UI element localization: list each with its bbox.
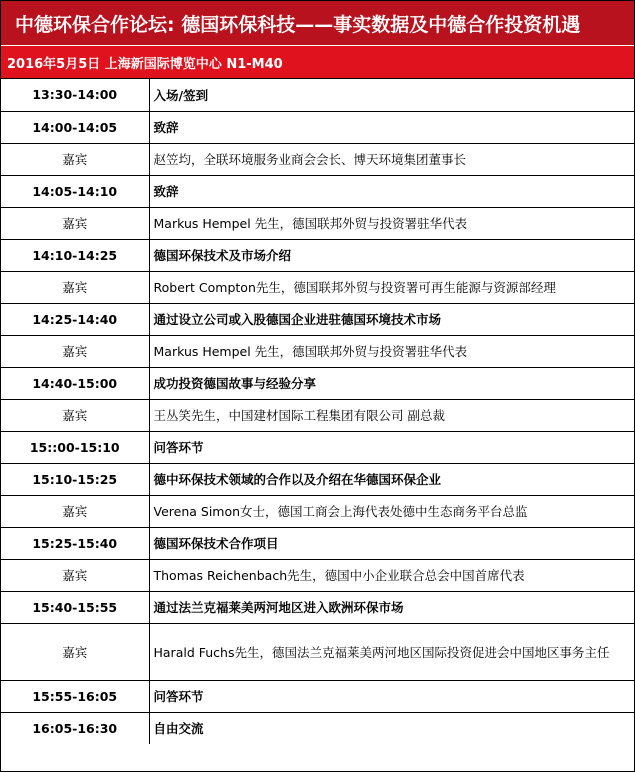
schedule-table	[1, 79, 634, 744]
time-cell: 15:25-15:40	[1, 527, 149, 559]
table-row	[1, 111, 634, 143]
time-cell: 15:40-15:55	[1, 591, 149, 623]
session-title: 致辞	[149, 111, 634, 143]
guest-label: 嘉宾	[1, 623, 149, 680]
table-row	[1, 623, 634, 680]
time-cell: 15:55-16:05	[1, 680, 149, 712]
session-title: 问答环节	[149, 431, 634, 463]
table-row	[1, 680, 634, 712]
guest-label: 嘉宾	[1, 207, 149, 239]
time-cell: 16:05-16:30	[1, 712, 149, 744]
table-row	[1, 527, 634, 559]
page-title: 中德环保合作论坛: 德国环保科技——事实数据及中德合作投资机遇	[1, 1, 634, 45]
guest-label: 嘉宾	[1, 143, 149, 175]
guest-label: 嘉宾	[1, 271, 149, 303]
table-row	[1, 591, 634, 623]
speaker-info: Verena Simon女士，德国工商会上海代表处德中生态商务平台总监	[149, 495, 634, 527]
session-title: 德国环保技术及市场介绍	[149, 239, 634, 271]
table-row	[1, 143, 634, 175]
session-title: 入场/签到	[153, 87, 209, 103]
speaker-info: Markus Hempel 先生，德国联邦外贸与投资署驻华代表	[149, 335, 634, 367]
time-cell: 15::00-15:10	[1, 431, 149, 463]
speaker-info: Thomas Reichenbach先生，德国中小企业联合总会中国首席代表	[149, 559, 634, 591]
speaker-info: 王丛笑先生，中国建材国际工程集团有限公司 副总裁	[149, 399, 634, 431]
table-row	[1, 239, 634, 271]
time-cell: 15:10-15:25	[1, 463, 149, 495]
time-cell: 14:05-14:10	[1, 175, 149, 207]
session-title: 通过法兰克福莱美两河地区进入欧洲环保市场	[149, 591, 634, 623]
speaker-info: Markus Hempel 先生，德国联邦外贸与投资署驻华代表	[149, 207, 634, 239]
table-row	[1, 175, 634, 207]
guest-label: 嘉宾	[1, 335, 149, 367]
time-cell: 14:25-14:40	[1, 303, 149, 335]
guest-label: 嘉宾	[1, 559, 149, 591]
table-row	[1, 207, 634, 239]
table-row	[1, 431, 634, 463]
guest-label: 嘉宾	[1, 399, 149, 431]
table-row	[1, 303, 634, 335]
session-title: 自由交流	[149, 712, 634, 744]
time-cell: 13:30-14:00	[1, 79, 149, 111]
speaker-info: 赵笠均，全联环境服务业商会会长、博天环境集团董事长	[149, 143, 634, 175]
guest-label: 嘉宾	[1, 495, 149, 527]
time-cell: 14:00-14:05	[1, 111, 149, 143]
speaker-info: Robert Compton先生，德国联邦外贸与投资署可再生能源与资源部经理	[149, 271, 634, 303]
table-row	[1, 399, 634, 431]
session-title: 通过设立公司或入股德国企业进驻德国环境技术市场	[149, 303, 634, 335]
session-title: 致辞	[149, 175, 634, 207]
table-row	[1, 463, 634, 495]
session-title: 成功投资德国故事与经验分享	[149, 367, 634, 399]
session-title: 德国环保技术合作项目	[149, 527, 634, 559]
table-row	[1, 367, 634, 399]
date-venue-bar: 2016年5月5日 上海新国际博览中心 N1-M40	[1, 45, 634, 79]
table-row	[1, 559, 634, 591]
table-row	[1, 335, 634, 367]
speaker-info: Harald Fuchs先生，德国法兰克福莱美两河地区国际投资促进会中国地区事务主任	[149, 623, 634, 680]
table-row	[1, 79, 634, 111]
time-cell: 14:10-14:25	[1, 239, 149, 271]
table-row	[1, 712, 634, 744]
session-title: 问答环节	[149, 680, 634, 712]
time-cell: 14:40-15:00	[1, 367, 149, 399]
session-title: 德中环保技术领域的合作以及介绍在华德国环保企业	[149, 463, 634, 495]
table-row	[1, 271, 634, 303]
table-row	[1, 495, 634, 527]
